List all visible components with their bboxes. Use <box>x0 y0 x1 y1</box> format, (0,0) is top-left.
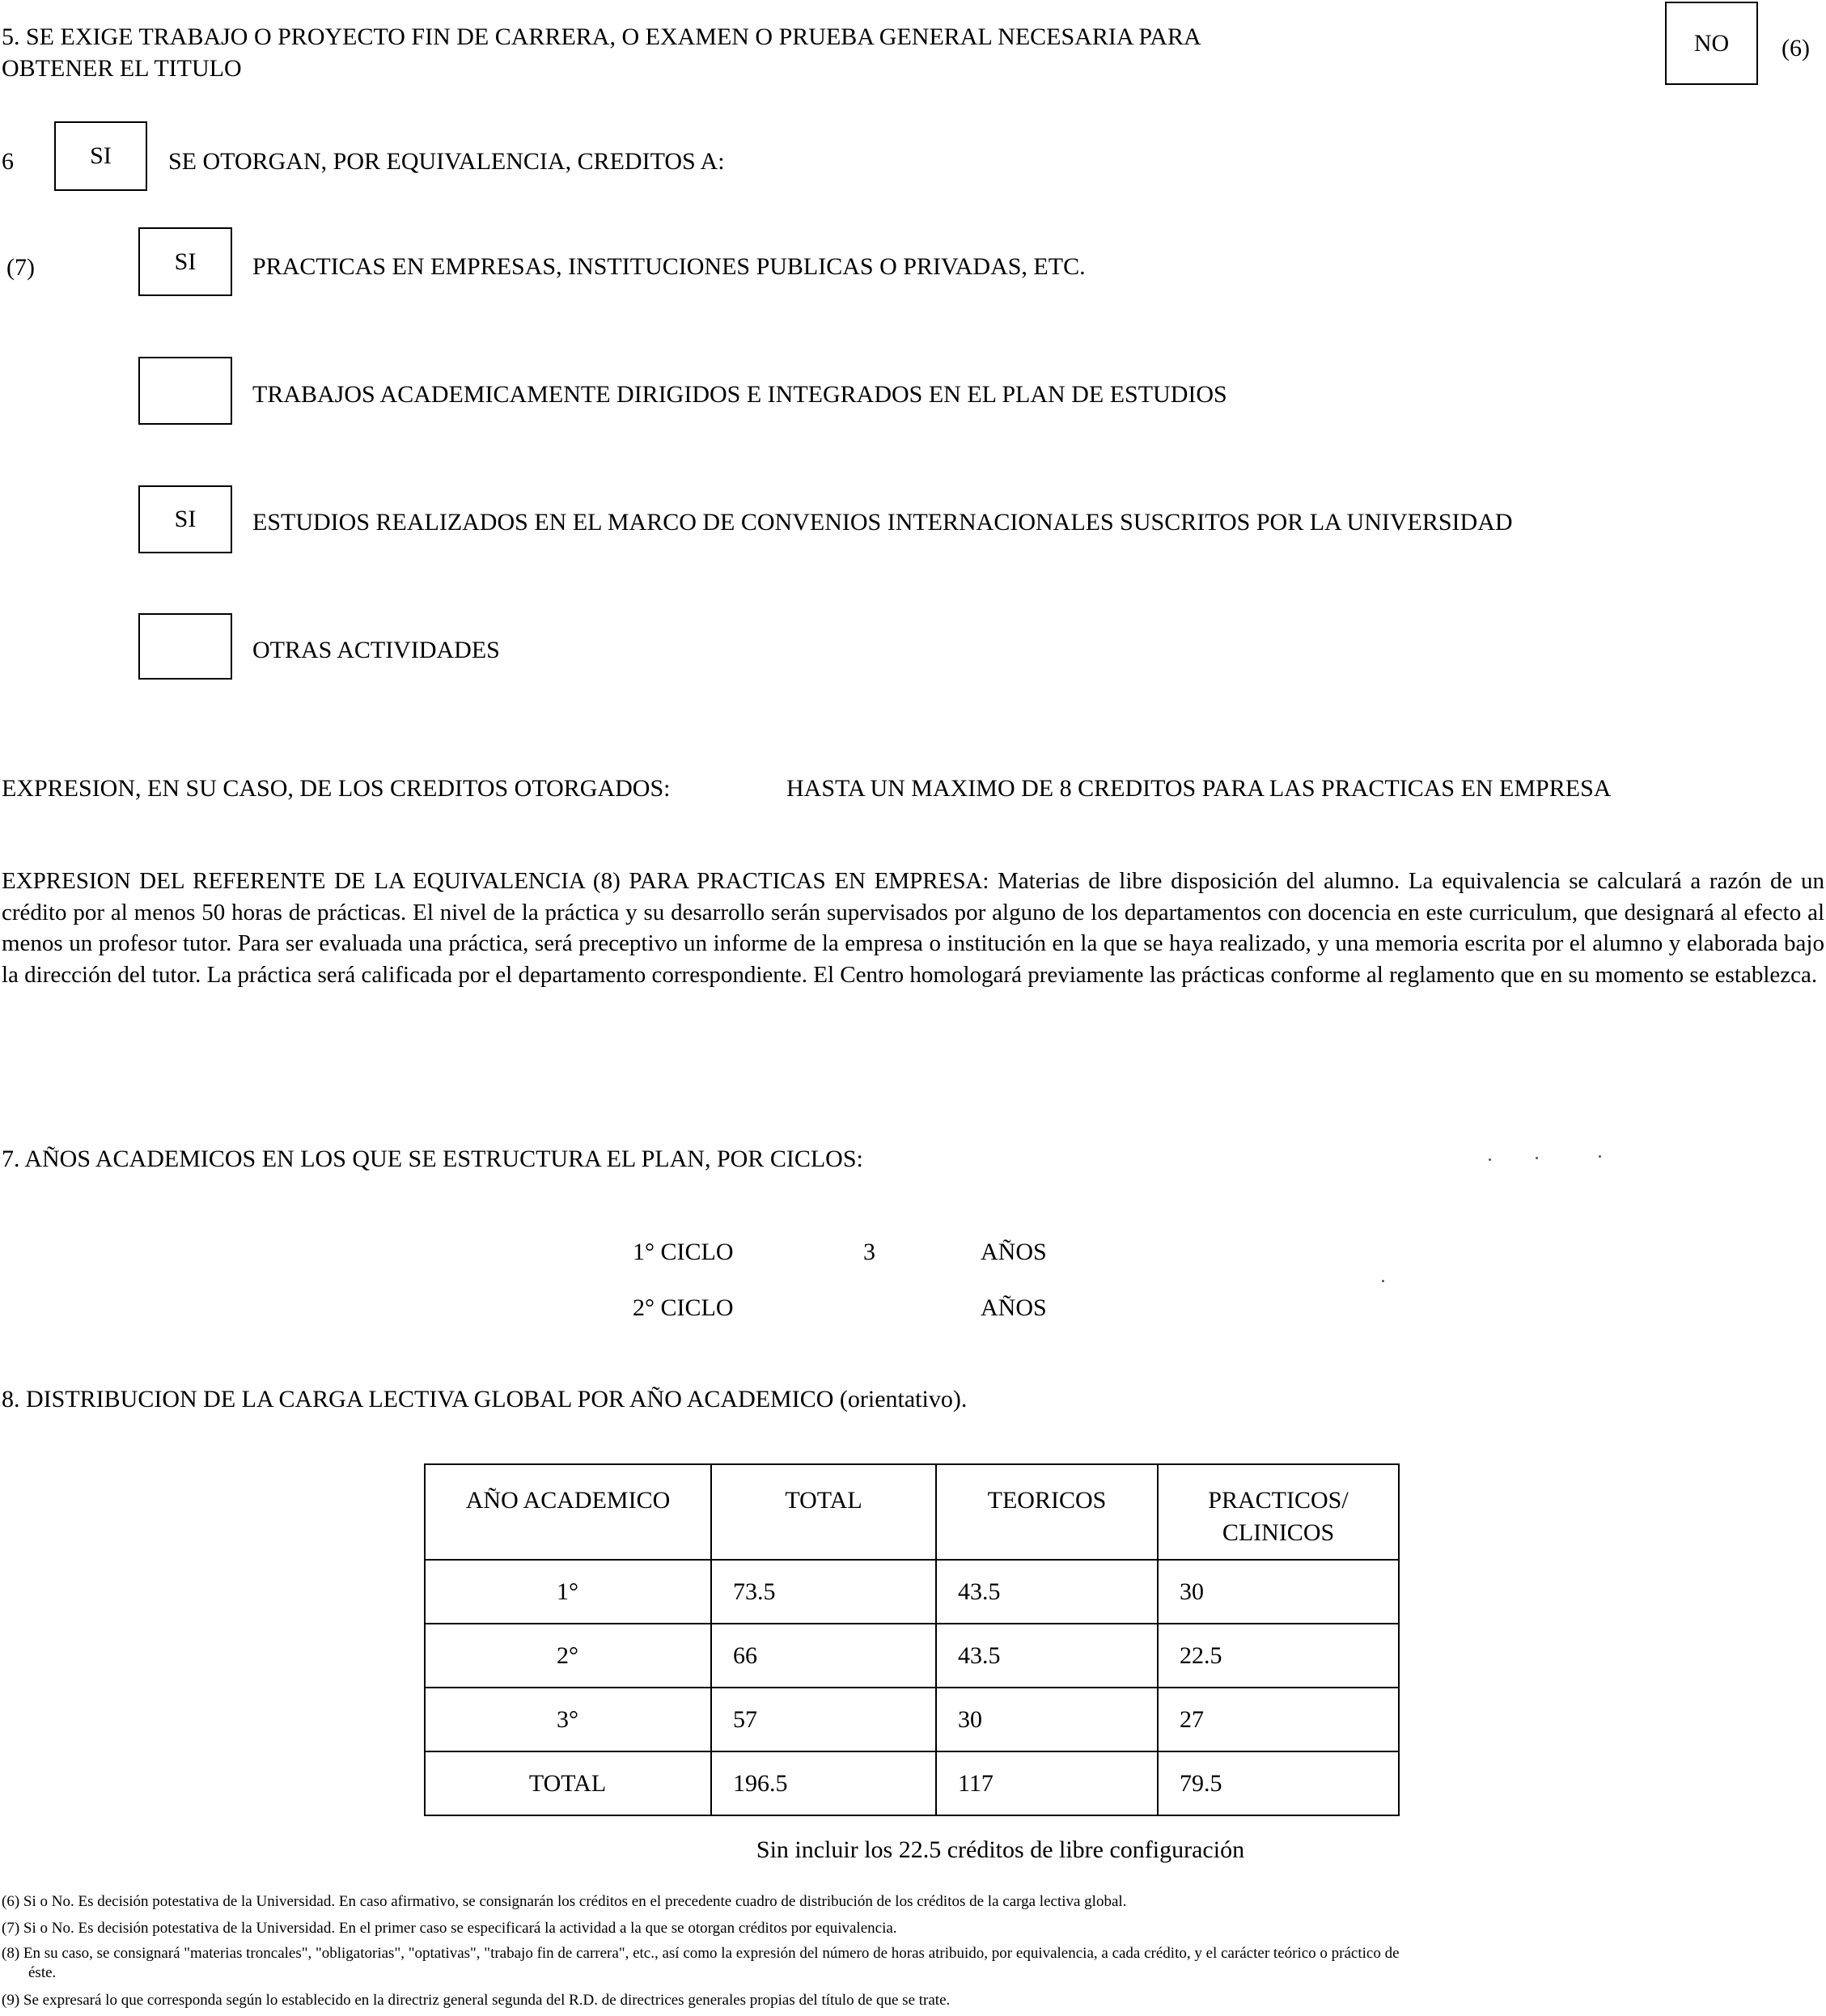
table-header-row <box>425 1464 1399 1560</box>
table-cell: 2° <box>425 1624 711 1688</box>
footnote-7: (7) Si o No. Es decisión potestativa de la Universidad. En el primer caso se especificará la actividad a la que se otorgan créditos por equivalencia. <box>2 1920 897 1937</box>
option-practicas-label: PRACTICAS EN EMPRESAS, INSTITUCIONES PUBLICAS O PRIVADAS, ETC. <box>252 253 1086 280</box>
option-otras-box <box>138 613 232 680</box>
table-cell: TOTAL <box>425 1751 711 1815</box>
creditos-value: HASTA UN MAXIMO DE 8 CREDITOS PARA LAS PRACTICAS EN EMPRESA <box>786 775 1612 802</box>
option-convenios-label: ESTUDIOS REALIZADOS EN EL MARCO DE CONVENIOS INTERNACIONALES SUSCRITOS POR LA UNIVERSIDAD <box>252 509 1513 536</box>
section-5-answer-box: NO <box>1665 2 1758 85</box>
table-header: AÑO ACADEMICO <box>425 1464 711 1560</box>
option-trabajos-label: TRABAJOS ACADEMICAMENTE DIRIGIDOS E INTEGRADOS EN EL PLAN DE ESTUDIOS <box>252 381 1227 408</box>
table-header: TOTAL <box>711 1464 936 1560</box>
option-trabajos-box <box>138 357 232 425</box>
table-cell: 57 <box>711 1688 936 1751</box>
table-cell: 22.5 <box>1158 1624 1399 1688</box>
table-cell: 1° <box>425 1560 711 1624</box>
table-cell: 3° <box>425 1688 711 1751</box>
table-cell: 43.5 <box>936 1560 1158 1624</box>
ciclo-1-label: 1° CICLO <box>633 1239 734 1265</box>
table-cell: 117 <box>936 1751 1158 1815</box>
table-header: PRACTICOS/ CLINICOS <box>1158 1464 1399 1560</box>
carga-lectiva-table <box>424 1463 1400 1816</box>
table-cell: 30 <box>1158 1560 1399 1624</box>
section-7-title: 7. AÑOS ACADEMICOS EN LOS QUE SE ESTRUCTURA EL PLAN, POR CICLOS: <box>2 1146 863 1172</box>
creditos-label: EXPRESION, EN SU CASO, DE LOS CREDITOS OTORGADOS: <box>2 775 671 802</box>
ciclo-1-years: 3 <box>863 1239 875 1265</box>
footnote-ref-7: (7) <box>6 254 35 281</box>
section-8-title: 8. DISTRIBUCION DE LA CARGA LECTIVA GLOBAL POR AÑO ACADEMICO (orientativo). <box>2 1386 968 1412</box>
table-row <box>425 1751 1399 1815</box>
table-row <box>425 1560 1399 1624</box>
table-cell: 66 <box>711 1624 936 1688</box>
table-cell: 30 <box>936 1688 1158 1751</box>
footnote-6: (6) Si o No. Es decisión potestativa de la Universidad. En caso afirmativo, se consignarán los créditos en el precedente cuadro de distribución de los créditos de la carga lectiva global. <box>2 1893 1127 1910</box>
table-header: TEORICOS <box>936 1464 1158 1560</box>
table-row <box>425 1624 1399 1688</box>
option-practicas-box: SI <box>138 227 232 296</box>
footnote-8-continuation: éste. <box>28 1964 57 1981</box>
section-6-text: SE OTORGAN, POR EQUIVALENCIA, CREDITOS A: <box>168 148 725 175</box>
table-cell: 73.5 <box>711 1560 936 1624</box>
ciclo-2-unit: AÑOS <box>981 1294 1047 1321</box>
section-6-answer-box: SI <box>54 121 147 191</box>
ciclo-2-label: 2° CICLO <box>633 1294 734 1321</box>
ciclo-1-unit: AÑOS <box>981 1239 1047 1265</box>
table-cell: 196.5 <box>711 1751 936 1815</box>
referente-paragraph: EXPRESION DEL REFERENTE DE LA EQUIVALENCIA (8) PARA PRACTICAS EN EMPRESA: Materias de libre disposición del alumno. La equivalencia se calculará a razón de un crédito por al menos 50 horas de prácticas. El nivel de la práctica y su desarrollo serán supervisados por alguno de los departamentos con docencia en este curriculum, que designará al efecto al menos un profesor tutor. Para ser evaluada una práctica, será preceptivo un informe de la empresa o institución en la que se haya realizado, y una memoria escrita por el alumno y elaborada bajo la dirección del tutor. La práctica será calificada por el departamento correspondiente. El Centro homologará previamente las prácticas conforme al reglamento que en su momento se establezca. <box>2 868 1824 988</box>
footnote-8: (8) En su caso, se consignará "materias troncales", "obligatorias", "optativas", "trabajo fin de carrera", etc., así como la expresión del número de horas atribuido, por equivalencia, a cada crédito, y el carácter teórico o práctico de <box>2 1945 1400 1962</box>
table-cell: 27 <box>1158 1688 1399 1751</box>
option-otras-label: OTRAS ACTIVIDADES <box>252 637 500 663</box>
footnote-9: (9) Se expresará lo que corresponda según lo establecido en la directriz general segunda del R.D. de directrices generales propias del título de que se trate. <box>2 1992 951 2009</box>
table-cell: 79.5 <box>1158 1751 1399 1815</box>
table-cell: 43.5 <box>936 1624 1158 1688</box>
table-row <box>425 1688 1399 1751</box>
section-6-number: 6 <box>2 148 14 175</box>
section-5-line-1: 5. SE EXIGE TRABAJO O PROYECTO FIN DE CARRERA, O EXAMEN O PRUEBA GENERAL NECESARIA PARA <box>2 23 1201 50</box>
section-5-line-2: OBTENER EL TITULO <box>2 55 242 82</box>
table-note: Sin incluir los 22.5 créditos de libre configuración <box>756 1836 1245 1863</box>
footnote-ref-6: (6) <box>1782 35 1810 61</box>
option-convenios-box: SI <box>138 485 232 553</box>
